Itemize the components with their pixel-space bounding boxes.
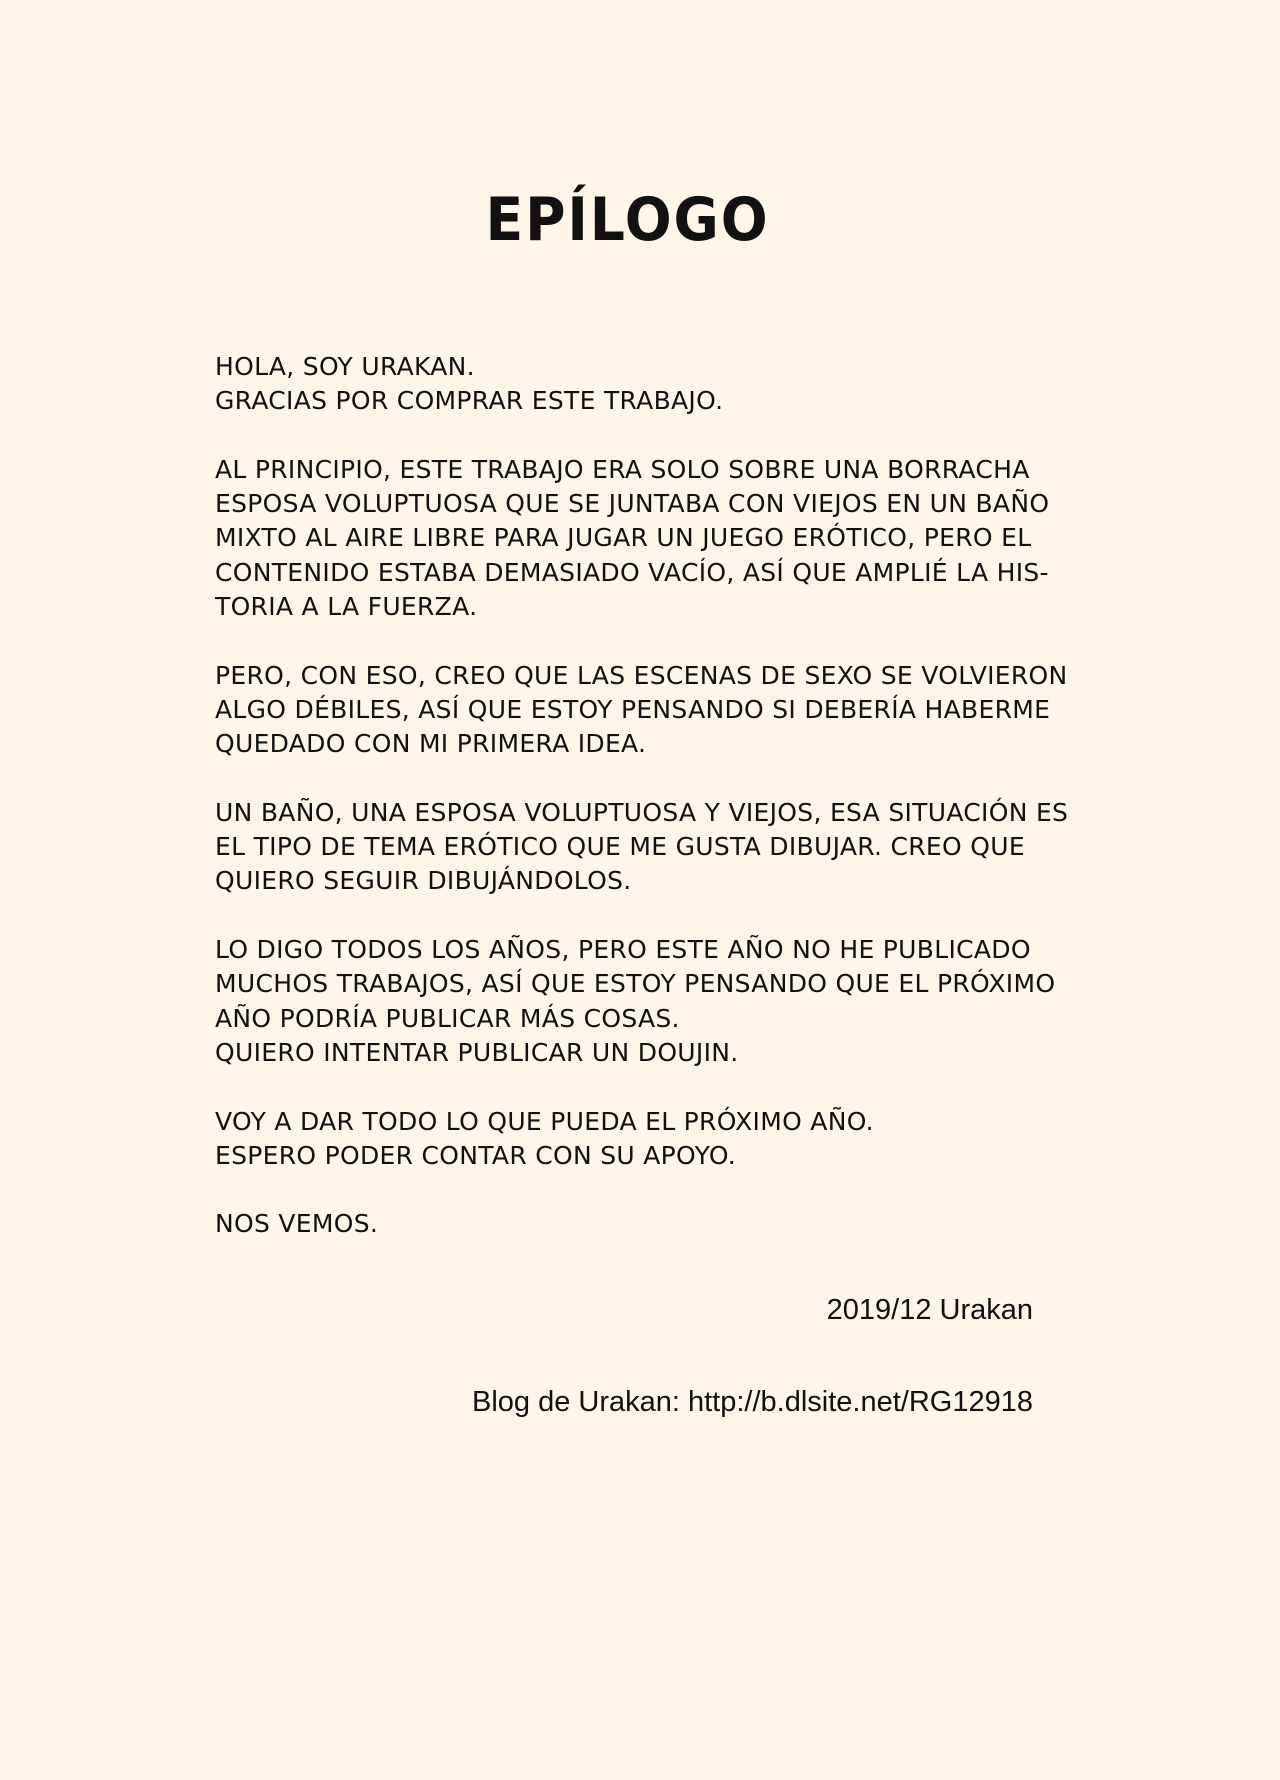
- text-line: ESPERO PODER CONTAR CON SU APOYO.: [215, 1140, 737, 1170]
- text-line: MUCHOS TRABAJOS, ASÍ QUE ESTOY PENSANDO QUE EL PRÓXIMO: [215, 969, 1056, 999]
- text-line: AÑO PODRÍA PUBLICAR MÁS COSAS.: [215, 1003, 680, 1033]
- paragraph: [215, 796, 1075, 899]
- text-line: VOY A DAR TODO LO QUE PUEDA EL PRÓXIMO AÑO.: [215, 1106, 874, 1136]
- text-line: CONTENIDO ESTABA DEMASIADO VACÍO, ASÍ QUE AMPLIÉ LA HIS-: [215, 557, 1049, 587]
- text-line: ESPOSA VOLUPTUOSA QUE SE JUNTABA CON VIEJOS EN UN BAÑO: [215, 489, 1050, 519]
- text-line: EL TIPO DE TEMA ERÓTICO QUE ME GUSTA DIBUJAR. CREO QUE: [215, 832, 1025, 862]
- text-line: QUIERO SEGUIR DIBUJÁNDOLOS.: [215, 866, 632, 896]
- text-line: HOLA, SOY URAKAN.: [215, 352, 475, 381]
- text-line: GRACIAS POR COMPRAR ESTE TRABAJO.: [215, 386, 724, 416]
- text-line: ALGO DÉBILES, ASÍ QUE ESTOY PENSANDO SI DEBERÍA HABERME: [215, 694, 1051, 724]
- text-line: AL PRINCIPIO, ESTE TRABAJO ERA SOLO SOBRE UNA BORRACHA: [215, 454, 1030, 484]
- signature: 2019/12 Urakan: [826, 1294, 1033, 1326]
- paragraph: [215, 453, 1075, 624]
- page-title: EPÍLOGO: [485, 185, 770, 255]
- epilogue-body: [215, 350, 1075, 1276]
- text-line: QUEDADO CON MI PRIMERA IDEA.: [215, 729, 647, 759]
- text-line: TORIA A LA FUERZA.: [215, 592, 478, 622]
- text-line: UN BAÑO, UNA ESPOSA VOLUPTUOSA Y VIEJOS, ESA SITUACIÓN ES: [215, 797, 1069, 827]
- text-line: PERO, CON ESO, CREO QUE LAS ESCENAS DE SEXO SE VOLVIERON: [215, 660, 1068, 690]
- paragraph: [215, 1207, 1075, 1241]
- text-line: MIXTO AL AIRE LIBRE PARA JUGAR UN JUEGO ERÓTICO, PERO EL: [215, 523, 1032, 553]
- text-line: NOS VEMOS.: [215, 1209, 379, 1239]
- paragraph: [215, 350, 1075, 419]
- paragraph: [215, 1105, 1075, 1174]
- text-line: LO DIGO TODOS LOS AÑOS, PERO ESTE AÑO NO HE PUBLICADO: [215, 935, 1031, 965]
- blog-link: Blog de Urakan: http://b.dlsite.net/RG12918: [471, 1386, 1033, 1418]
- paragraph: [215, 933, 1075, 1070]
- text-line: QUIERO INTENTAR PUBLICAR UN DOUJIN.: [215, 1037, 739, 1067]
- paragraph: [215, 659, 1075, 762]
